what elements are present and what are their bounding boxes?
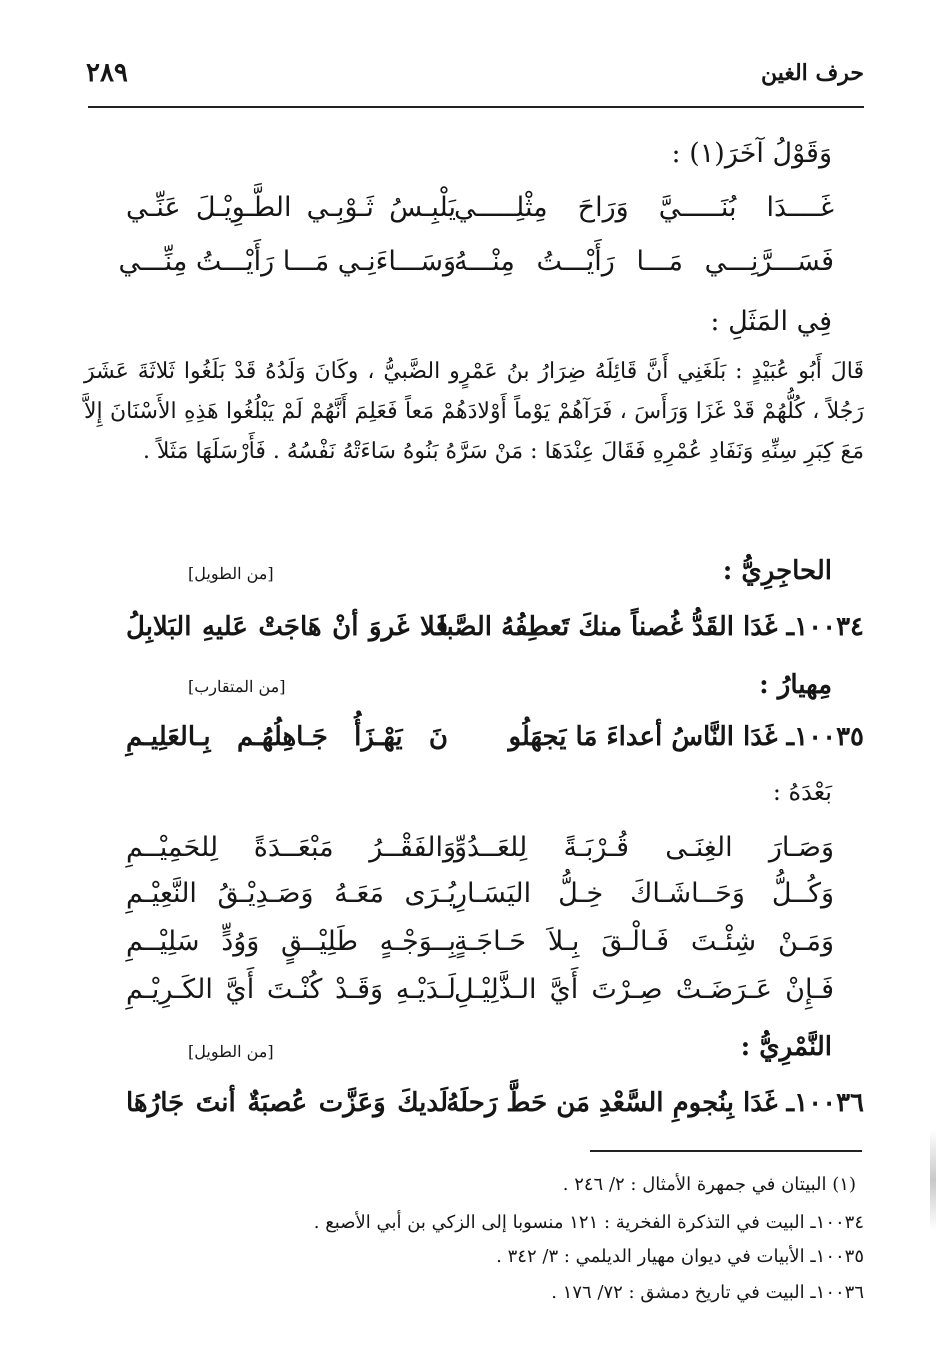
after-couplet-4-left: لَـدَيْـهِ وَقَـدْ كُنْـتَ أَيَّ الكَـرِيْـمِ (126, 974, 456, 1005)
couplet-1-left: يَلْبِـسُ ثَـوْبِـي الطَّـوِيْـلَ عَنِّـي (126, 192, 456, 223)
poet-name-hajiri: الحاجِرِيُّ : (722, 556, 832, 586)
page-number: ٢٨٩ (86, 58, 128, 88)
after-couplet-1-left: وَالفَقْــرُ مَبْعَــدَةً لِلحَمِيْــمِ (126, 832, 456, 863)
verse-10036-right: ١٠٠٣٦ـ غَدَا بِنُجومِ السَّعْدِ مَن حَطَّ رَحلَهُ (446, 1088, 864, 1118)
after-couplet-2-left: يُـرَى مَعَـهُ وَصَـدِيْـقُ النَّعِيْـمِ (126, 878, 456, 909)
meter-label: [من المتقارب] (188, 677, 286, 696)
meter-label: [من الطويل] (188, 1042, 274, 1061)
proverb-heading: فِي المَثَلِ : (710, 306, 832, 337)
verse-10035-right: ١٠٠٣٥ـ غَدَا النَّاسُ أعداءَ مَا يَجهَلُو (508, 722, 864, 752)
footnote-1: (١) البيتان في جمهرة الأمثال : ٢/ ٢٤٦ . (562, 1174, 856, 1195)
footnote-rule (590, 1150, 862, 1152)
after-couplet-4-right: فَـإِنْ عَـرَضَـتْ صِـرْتَ أَيَّ الـذَّلِيْـلِ (454, 974, 834, 1005)
running-header-chapter: حرف الغين (760, 60, 864, 86)
poet-name-mihyar: مِهيارُ : (759, 670, 832, 700)
couplet-2-right: فَسَـــرَّنِـــي مَـــا رَأَيْـــتُ مِنْـــهُ (454, 246, 834, 277)
footnote-10035: ١٠٠٣٥ـ الأبيات في ديوان مهيار الديلمي : ٣/ ٣٤٢ . (496, 1246, 864, 1267)
couplet-1-right: غَــــدَا بُنَـــــيَّ وَرَاحَ مِثْلِـــــي (454, 192, 834, 223)
intro-line: وَقَوْلُ آخَرَ(١) : (671, 138, 832, 169)
poet-name-namari: النَّمْرِيُّ : (740, 1032, 832, 1062)
after-heading: بَعْدَهُ : (772, 778, 832, 806)
meter-label: [من الطويل] (188, 564, 274, 583)
after-couplet-3-left: بِــوَجْـهٍ طَلِيْــقٍ وَوُدٍّ سَلِيْــمِ (126, 926, 456, 957)
footnote-10036: ١٠٠٣٦ـ البيت في تاريخ دمشق : ٧٢/ ١٧٦ . (551, 1282, 864, 1303)
couplet-2-left: وَسَـــاءَنِـي مَـــا رَأَيْـــتُ مِنِّـــي (118, 246, 456, 277)
after-couplet-1-right: وَصَـارَ الغِنَـى قُـرْبَـةً لِلعَــدُوِّ (454, 832, 834, 863)
verse-10036-left: لَديكَ وَعَزَّت عُصبَةٌ أنتَ جَارُهَا (126, 1088, 448, 1118)
proverb-paragraph: قَالَ أَبُو عُبَيْدٍ : بَلَغَنِي أَنَّ قَائِلَهُ ضِرَارُ بنُ عَمْرٍو الضَّبيُّ ، وكَانَ وَلَدُهُ قَدْ بَلَغُوا ثَلاثَةَ عَشَرَ رَجُلاً ، كُلُّهُمْ قَدْ غَزَا وَرَأَسَ ، فَرَآهُمْ يَوْماً أَوْلادَهُمْ مَعاً فَعَلِمَ أَنَّهُمْ لَمْ يَبْلُغُوا هَذِهِ الأَسْنَانَ إِلاَّ مَعَ كِبَرِ سِنِّهِ وَنَفَادِ عُمْرِهِ فَقَالَ عِنْدَهَا : مَنْ سَرَّهُ بَنُوهُ سَاءَتْهُ نَفْسُهُ . فَأَرْسَلَهَا مَثَلاً . (84, 359, 864, 464)
after-couplet-2-right: وَكُــلُّ وَحَــاشَـاكَ خِـلُّ اليَسَـارِ (454, 878, 834, 909)
footnote-10034: ١٠٠٣٤ـ البيت في التذكرة الفخرية : ١٢١ منسوبا إلى الزكي بن أبي الأصبع . (313, 1212, 864, 1233)
verse-10035-left: نَ يَهْـزَأُ جَـاهِلُهُـم بِـالعَلِيـمِ (126, 722, 448, 752)
after-couplet-3-right: وَمَـنْ شِئْـتَ فَـالْـقَ بِـلاَ حَـاجَـةٍ (454, 926, 834, 957)
header-rule (88, 106, 864, 108)
page-edge-shadow (930, 1130, 936, 1230)
verse-10034-left: فَلا غَروَ أنْ هَاجَتْ عَليهِ البَلابِلُ (126, 612, 448, 642)
verse-10034-right: ١٠٠٣٤ـ غَدَا القَدُّ غُصناً منكَ تَعطِفُهُ الصَّبا (438, 612, 864, 642)
